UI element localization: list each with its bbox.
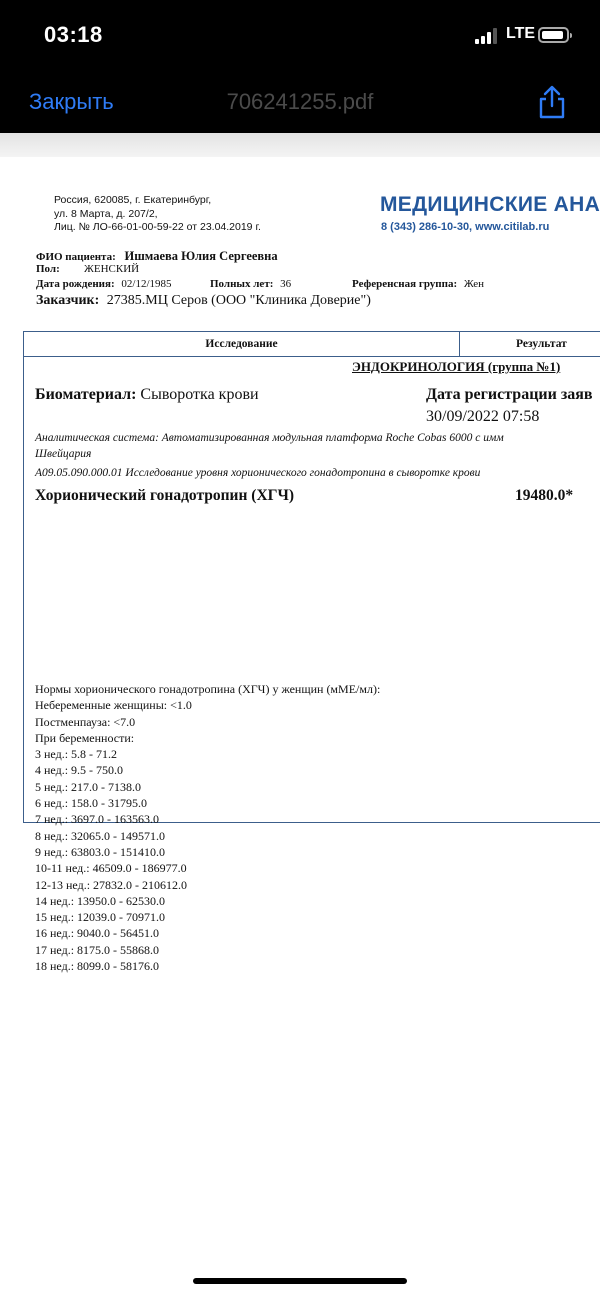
norm-line: 18 нед.: 8099.0 - 58176.0	[35, 959, 160, 974]
analytic-system-country: Швейцария	[35, 448, 92, 460]
column-result: Результат	[516, 338, 567, 350]
table-header	[24, 332, 600, 357]
address-line: ул. 8 Марта, д. 207/2,	[54, 207, 158, 220]
test-result: 19480.0*	[515, 487, 574, 504]
norm-line: Нормы хорионического гонадотропина (ХГЧ) у женщин (мМЕ/мл):	[35, 682, 381, 696]
norm-line: 14 нед.: 13950.0 - 62530.0	[35, 893, 166, 908]
battery-icon	[538, 27, 569, 43]
test-code-line: A09.05.090.000.01 Исследование уровня хорионического гонадотропина в сыворотке крови	[35, 467, 481, 479]
norm-line: Небеременные женщины: <1.0	[35, 698, 192, 713]
norm-line: 17 нед.: 8175.0 - 55868.0	[35, 942, 160, 957]
customer-row	[36, 293, 371, 309]
patient-name: Ишмаева Юлия Сергеевна	[124, 249, 278, 263]
status-time: 03:18	[44, 22, 103, 47]
results-table	[23, 331, 600, 974]
registration-date: 30/09/2022 07:58	[426, 408, 540, 425]
label: Дата рождения:	[36, 278, 115, 290]
column-study: Исследование	[24, 332, 460, 356]
norm-line: 12-13 нед.: 27832.0 - 210612.0	[35, 877, 188, 892]
test-name: Хорионический гонадотропин (ХГЧ)	[35, 487, 295, 504]
patient-age-row	[210, 278, 291, 290]
norm-line: 16 нед.: 9040.0 - 56451.0	[35, 926, 160, 941]
cellular-signal-icon	[475, 28, 501, 44]
norm-line: 3 нед.: 5.8 - 71.2	[35, 747, 118, 762]
label: Заказчик:	[36, 293, 100, 308]
lab-logo-text: МЕДИЦИНСКИЕ АНА	[380, 193, 600, 216]
norm-line: 4 нед.: 9.5 - 750.0	[35, 763, 124, 778]
viewer-top-band	[0, 133, 600, 157]
biomaterial-row	[35, 386, 259, 404]
label: Пол:	[36, 263, 60, 275]
address-line: Лиц. № ЛО-66-01-00-59-22 от 23.04.2019 г.	[54, 221, 261, 233]
patient-dob-row	[36, 278, 172, 290]
address-line: Россия, 620085, г. Екатеринбург,	[54, 194, 212, 206]
lab-address	[54, 194, 261, 235]
norm-line: 8 нед.: 32065.0 - 149571.0	[35, 828, 166, 843]
registration-label: Дата регистрации заяв	[426, 386, 593, 403]
lab-contacts: 8 (343) 286-10-30, www.citilab.ru	[381, 221, 550, 233]
document-title: 706241255.pdf	[226, 89, 374, 114]
analytic-system: Аналитическая система: Автоматизированная модульная платформа Roche Cobas 6000 с имм	[35, 432, 504, 444]
label: Полных лет:	[210, 278, 274, 290]
nav-bar	[0, 70, 600, 133]
patient-age: 36	[280, 278, 292, 290]
close-button[interactable]: Закрыть	[29, 89, 114, 114]
norm-line: 7 нед.: 3697.0 - 163563.0	[35, 812, 160, 827]
norm-line: 10-11 нед.: 46509.0 - 186977.0	[35, 861, 187, 876]
norm-line: 15 нед.: 12039.0 - 70971.0	[35, 910, 166, 925]
label: ФИО пациента:	[36, 251, 116, 263]
customer-name: 27385.МЦ Серов (ООО "Клиника Доверие")	[106, 293, 371, 308]
reference-group-row	[352, 278, 484, 290]
patient-dob: 02/12/1985	[121, 278, 172, 290]
patient-sex: ЖЕНСКИЙ	[84, 263, 140, 275]
section-title: ЭНДОКРИНОЛОГИЯ (группа №1)	[352, 359, 561, 374]
pdf-page	[0, 157, 600, 1267]
label: Биоматериал:	[35, 386, 137, 403]
norm-line: 5 нед.: 217.0 - 7138.0	[35, 779, 142, 794]
norm-line: При беременности:	[35, 730, 135, 745]
network-type: LTE	[506, 25, 536, 42]
biomaterial: Сыворотка крови	[140, 386, 259, 403]
home-indicator[interactable]	[193, 1278, 407, 1284]
reference-group: Жен	[463, 278, 484, 290]
share-icon[interactable]	[534, 84, 570, 120]
patient-sex-row	[36, 263, 140, 275]
norm-line: 9 нед.: 63803.0 - 151410.0	[35, 844, 166, 859]
patient-name-row	[36, 249, 278, 264]
norm-line: 6 нед.: 158.0 - 31795.0	[35, 796, 148, 811]
reference-norms	[35, 681, 380, 974]
status-bar	[0, 0, 600, 70]
norm-line: Постменпауза: <7.0	[35, 714, 136, 729]
label: Референсная группа:	[352, 278, 458, 290]
